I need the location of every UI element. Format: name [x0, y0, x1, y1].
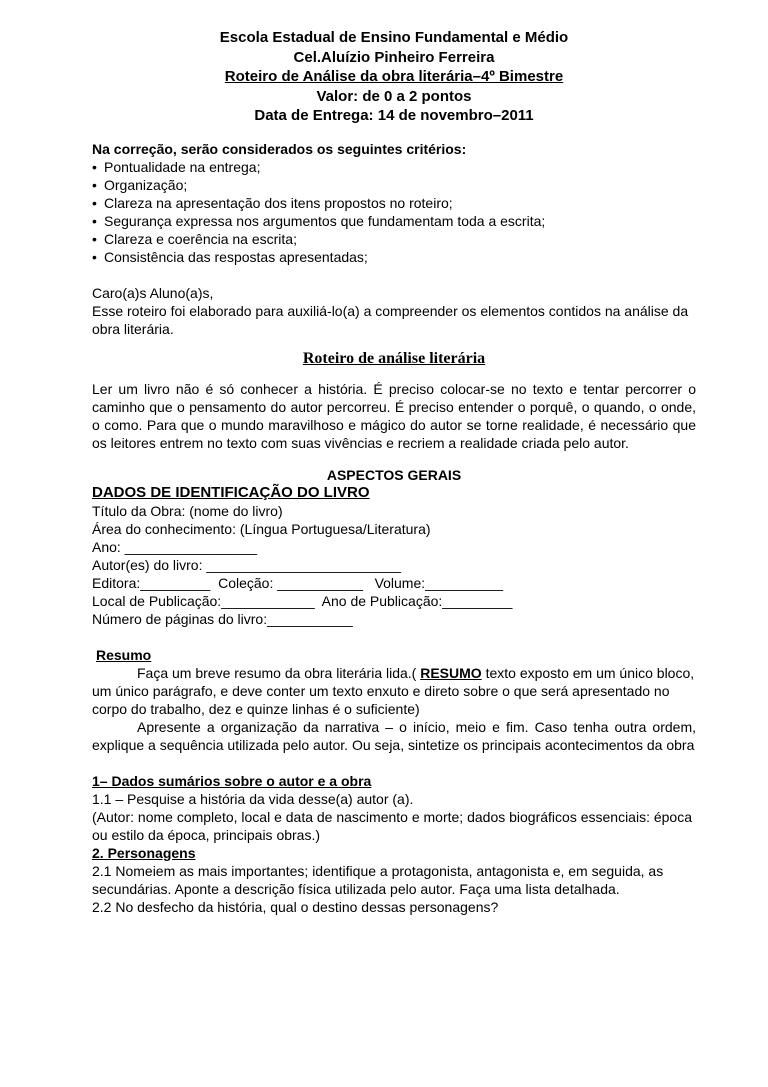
- criteria-list: [92, 158, 696, 266]
- school-header: [92, 28, 696, 126]
- aspectos-section: [92, 466, 696, 628]
- field-area: Área do conhecimento: (Língua Portuguesa/Literatura): [92, 520, 431, 537]
- resumo-p1-b: texto exposto em um único bloco, um único parágrafo, e deve conter um texto enxuto e direto sobre o que será apresentado no corpo do trabalho, dez e quinze linhas é o suficiente): [92, 664, 695, 717]
- greeting-section: [92, 284, 696, 338]
- resumo-paragraph-1: [92, 664, 696, 718]
- greeting-salutation: Caro(a)s Aluno(a)s,: [92, 284, 214, 301]
- section-1-title: 1– Dados sumários sobre o autor e a obra: [92, 772, 372, 789]
- section-1-item-1-note: (Autor: nome completo, local e data de nascimento e morte; dados biográficos essenciais: época ou estilo da época, principais obras.): [92, 808, 692, 843]
- greeting-text: Esse roteiro foi elaborado para auxiliá-lo(a) a compreender os elementos contidos na análise da obra literária.: [92, 302, 689, 337]
- section-1: [92, 772, 696, 844]
- resumo-paragraph-2: Apresente a organização da narrativa – o início, meio e fim. Caso tenha outra ordem, explique a sequência utilizada pelo autor. Ou seja, sintetize os principais acontecimentos da obra: [92, 718, 696, 753]
- school-patron: Cel.Aluízio Pinheiro Ferreira: [293, 48, 495, 66]
- criteria-item: • Segurança expressa nos argumentos que fundamentam toda a escrita;: [92, 212, 696, 230]
- field-autor: Autor(es) do livro: _________________________: [92, 556, 402, 573]
- criteria-item: • Organização;: [92, 176, 696, 194]
- section-2-item-2: 2.2 No desfecho da história, qual o destino dessas personagens?: [92, 898, 499, 915]
- section-2-item-1: 2.1 Nomeiem as mais importantes; identifique a protagonista, antagonista e, em seguida, as secundárias. Aponte a descrição física utilizada pelo autor. Faça uma lista detalhada.: [92, 862, 664, 897]
- criteria-item: • Pontualidade na entrega;: [92, 158, 696, 176]
- criteria-title: Na correção, serão considerados os seguintes critérios:: [92, 140, 467, 157]
- criteria-section: [92, 140, 696, 266]
- valor-line: Valor: de 0 a 2 pontos: [316, 87, 472, 105]
- field-ano: Ano: _________________: [92, 538, 258, 555]
- resumo-p1-a: Faça um breve resumo da obra literária lida.(: [137, 664, 421, 681]
- field-editora: Editora:_________ Coleção: ___________ Volume:__________: [92, 574, 504, 591]
- data-entrega-line: Data de Entrega: 14 de novembro–2011: [254, 107, 534, 124]
- field-titulo: Título da Obra: (nome do livro): [92, 502, 283, 519]
- section-2-title: 2. Personagens: [92, 844, 196, 861]
- resumo-keyword: RESUMO: [420, 664, 482, 681]
- roteiro-title: Roteiro de análise literária: [302, 349, 486, 367]
- section-2: [92, 844, 696, 916]
- resumo-section: [92, 646, 696, 754]
- dados-title: DADOS DE IDENTIFICAÇÃO DO LIVRO: [92, 483, 370, 501]
- field-paginas: Número de páginas do livro:___________: [92, 610, 353, 627]
- field-local: Local de Publicação:____________ Ano de Publicação:_________: [92, 592, 513, 609]
- resumo-title: Resumo: [96, 646, 152, 663]
- aspectos-title: ASPECTOS GERAIS: [326, 466, 462, 483]
- intro-paragraph: Ler um livro não é só conhecer a história. É preciso colocar-se no texto e tentar percorrer o caminho que o pensamento do autor percorreu. É preciso entender o porquê, o quando, o onde, o como. Para que o mundo maravilhoso e mágico do autor se torne realidade, é necessário que os leitores entrem no texto com suas vivências e recriem a realidade criada pelo autor.: [92, 380, 696, 451]
- criteria-item: • Consistência das respostas apresentadas;: [92, 248, 696, 266]
- section-1-item-1: 1.1 – Pesquise a história da vida desse(a) autor (a).: [92, 790, 414, 807]
- criteria-item: • Clareza e coerência na escrita;: [92, 230, 696, 248]
- roteiro-heading: Roteiro de Análise da obra literária–4º Bimestre: [224, 68, 564, 85]
- school-name: Escola Estadual de Ensino Fundamental e Médio: [219, 29, 569, 46]
- criteria-item: • Clareza na apresentação dos itens propostos no roteiro;: [92, 194, 696, 212]
